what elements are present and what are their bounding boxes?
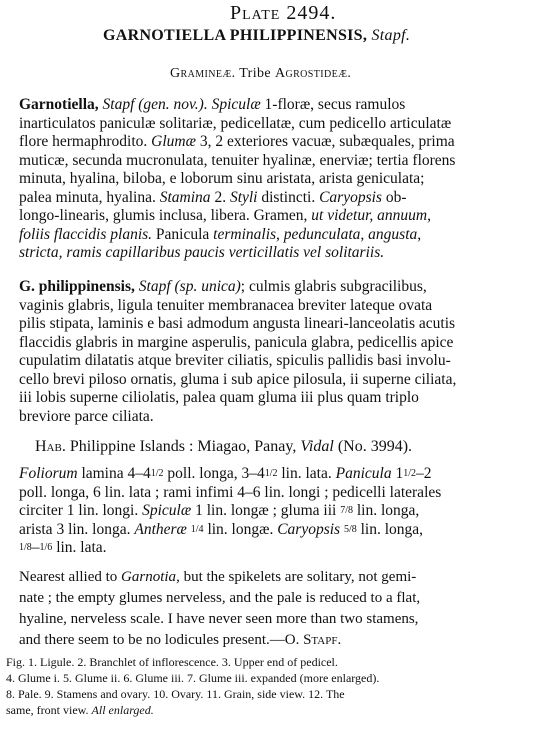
text-run: Stapf (sp. unica) xyxy=(138,278,241,295)
plate-number: Plate 2494. xyxy=(230,2,337,24)
measurements xyxy=(19,465,550,558)
fraction: 1/6 xyxy=(39,542,53,553)
text-run: longo-linearis, glumis inclusa, libera. Gramen, xyxy=(19,207,312,224)
text-run: Garnotiella, xyxy=(19,96,99,113)
fraction: 1/4 xyxy=(190,523,204,535)
text-run: All enlarged. xyxy=(91,703,154,717)
text-run: inarticulatos paniculæ solitariæ, pedicellatæ, cum pedicello articulatæ xyxy=(19,114,452,132)
text-run: –2 xyxy=(416,465,432,482)
text-run: Spiculæ xyxy=(211,96,261,113)
text-run: distincti. xyxy=(257,188,320,206)
figure-legend xyxy=(6,654,379,718)
text-run: breviore parce ciliata. xyxy=(19,407,154,425)
text-run: Caryopsis xyxy=(277,520,341,538)
text-run: arista 3 lin. longa. xyxy=(19,520,135,538)
text-run: foliis flaccidis planis. xyxy=(19,225,153,243)
text-line xyxy=(19,278,550,297)
fraction: 1/2 xyxy=(150,468,164,479)
tribe-word: Tribe xyxy=(239,66,272,81)
text-run: nate ; the empty glumes nerveless, and the pale is reduced to a flat, xyxy=(19,590,421,606)
text-run: stricta, ramis capillaribus paucis verticillatis vel solitariis. xyxy=(19,244,385,261)
text-line xyxy=(19,630,420,651)
text-line xyxy=(19,152,550,171)
text-run: palea minuta, hyalina. xyxy=(19,188,160,206)
text-run: lin. longa, xyxy=(356,520,424,538)
text-line xyxy=(19,539,550,558)
text-run: vaginis glabris, ligula tenuiter membranacea breviter lateque ovata xyxy=(19,296,433,314)
text-run: 1-floræ, secus ramulos xyxy=(260,96,406,113)
text-run: , but the spikelets are solitary, not gemi- xyxy=(176,569,417,585)
text-line xyxy=(6,670,379,686)
text-line xyxy=(19,371,550,390)
text-run: minuta, hyalina, biloba, e loborum sinu aristata, arista geniculata; xyxy=(19,170,425,187)
text-run: flore hermaphrodito. xyxy=(19,133,152,150)
plate-title xyxy=(230,2,336,25)
text-run: cello brevi piloso ornatis, gluma i sub apice pilosula, ii superne ciliata, xyxy=(19,370,457,388)
fraction: 5/8 xyxy=(343,523,357,535)
text-run: ; culmis glabris subgracilibus, xyxy=(240,278,427,295)
text-line xyxy=(19,609,420,630)
text-run: 2. xyxy=(210,188,230,206)
habitat-text: Philippine Islands : Miagao, Panay, xyxy=(69,438,297,455)
text-run: lin. longæ. xyxy=(203,520,278,538)
text-run: 3, 2 exteriores vacuæ, subæquales, prima xyxy=(195,133,455,150)
text-run: circiter 1 lin. longi. xyxy=(19,502,143,519)
genus-description xyxy=(19,96,550,263)
text-run: iii lobis superne ciliolatis, palea quam gluma iii plus quam triplo xyxy=(19,389,419,406)
text-line xyxy=(19,408,550,427)
text-run: Nearest allied to xyxy=(19,569,122,585)
text-run: Stapf. xyxy=(303,632,342,648)
text-run: Glumæ xyxy=(151,133,196,150)
text-run: lin. longa, xyxy=(352,502,420,519)
text-line xyxy=(6,686,379,702)
text-line xyxy=(19,588,420,609)
text-run: ob- xyxy=(381,188,407,206)
text-run: ut videtur, annuum, xyxy=(311,207,431,224)
text-line xyxy=(19,334,550,353)
text-run: 1 lin. longæ ; gluma iii xyxy=(191,502,341,519)
text-line xyxy=(19,207,550,226)
text-line xyxy=(19,521,550,540)
text-line xyxy=(19,226,550,245)
text-run: Stapf (gen. nov.). xyxy=(102,96,208,113)
text-run: Panicula xyxy=(152,225,214,243)
text-run: poll. longa, 6 lin. lata ; rami infimi 4–6 lin. longi ; pedicelli laterales xyxy=(19,483,442,501)
text-run: terminalis, pedunculata, angusta, xyxy=(213,225,422,243)
text-run: Stamina xyxy=(159,188,211,206)
text-run: and there seem to be no lodicules present.—O. xyxy=(19,632,304,648)
text-run: Caryopsis xyxy=(319,188,382,206)
text-line xyxy=(19,465,550,484)
text-line xyxy=(6,654,379,670)
text-run: G. philippinensis, xyxy=(19,278,135,295)
fraction: 7/8 xyxy=(340,505,353,516)
fraction: 1/2 xyxy=(403,468,416,479)
text-line xyxy=(19,244,550,263)
text-line xyxy=(19,189,550,208)
text-line xyxy=(6,702,379,718)
text-line xyxy=(19,567,420,588)
species-name: GARNOTIELLA PHILIPPINENSIS, xyxy=(103,27,368,44)
habitat-number: (No. 3994). xyxy=(337,438,413,455)
text-run: poll. longa, 3–4 xyxy=(163,465,265,482)
species-description xyxy=(19,278,550,426)
text-run: – xyxy=(31,539,40,556)
text-run: cupulatim dilatatis atque breviter ciliatis, spiculis pallidis basi involu- xyxy=(19,352,451,369)
text-run: Fig. 1. Ligule. 2. Branchlet of inflorescence. 3. Upper end of pedicel. xyxy=(6,655,338,669)
text-line xyxy=(19,389,550,408)
text-run: 8. Pale. 9. Stamens and ovary. 10. Ovary. 11. Grain, side view. 12. The xyxy=(6,687,345,701)
text-run: muticæ, secunda mucronulata, tenuiter hyalinæ, enerviæ; tertia florens xyxy=(19,151,456,169)
text-line xyxy=(19,297,550,316)
text-run: lin. lata. xyxy=(52,539,107,556)
text-run: Styli xyxy=(229,188,258,206)
family-tribe-line xyxy=(170,66,351,82)
habitat-collector: Vidal xyxy=(300,438,334,455)
species-author: Stapf. xyxy=(371,27,411,44)
text-line xyxy=(19,315,550,334)
text-run: same, front view. xyxy=(6,703,92,717)
text-run: Garnotia xyxy=(121,569,177,585)
text-run: lin. lata. xyxy=(277,465,336,482)
text-run: Antheræ xyxy=(134,520,187,538)
habitat-line xyxy=(35,438,412,456)
text-run: pilis stipata, laminis e basi admodum angusta lineari-lanceolatis acutis xyxy=(19,315,456,332)
text-line xyxy=(19,484,550,503)
habitat-label: Hab. xyxy=(35,438,66,455)
tribe-name: Agrostideæ. xyxy=(274,66,352,81)
text-run: flaccidis glabris in margine asperulis, panicula glabra, pedicellis apice xyxy=(19,333,454,351)
text-run: hyaline, nerveless scale. I have never seen more than two stamens, xyxy=(19,611,419,627)
family-name: Gramineæ. xyxy=(170,66,236,81)
text-run: Spiculæ xyxy=(142,502,192,519)
text-line xyxy=(19,115,550,134)
text-line xyxy=(19,133,550,152)
text-run: lamina 4–4 xyxy=(77,465,151,482)
text-line xyxy=(19,352,550,371)
text-line xyxy=(19,170,550,189)
fraction: 1/8 xyxy=(19,542,32,553)
species-heading xyxy=(103,27,410,45)
text-line xyxy=(19,96,550,115)
text-run: 4. Glume i. 5. Glume ii. 6. Glume iii. 7. Glume iii. expanded (more enlarged). xyxy=(6,671,380,685)
text-run: Foliorum xyxy=(19,465,78,482)
text-run: 1 xyxy=(391,465,404,482)
fraction: 1/2 xyxy=(264,468,278,479)
note-paragraph xyxy=(19,567,420,651)
text-run: Panicula xyxy=(335,465,392,482)
text-line xyxy=(19,502,550,521)
